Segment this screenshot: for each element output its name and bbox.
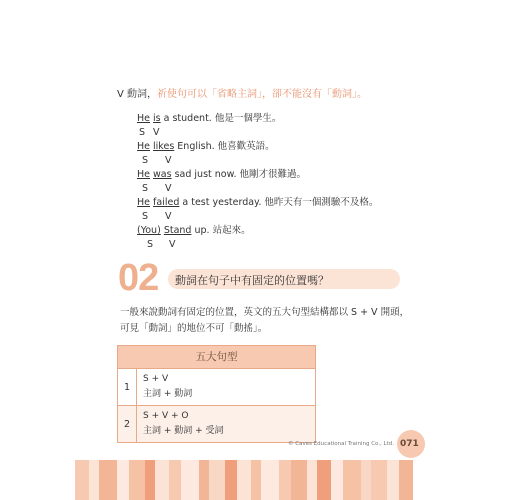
- body-paragraph: 一般來說動詞有固定的位置，英文的五大句型結構都以 S + V 開頭，可見「動詞」的地位不可「動搖」。: [120, 307, 410, 334]
- section-number: 02: [118, 257, 159, 299]
- example-sentence: He is a student. 他是一個學生。: [137, 113, 282, 124]
- examples-block: [137, 112, 378, 252]
- table-row: [118, 369, 315, 406]
- section-title: 動詞在句子中有固定的位置嗎？: [175, 274, 329, 287]
- example-sentence: (You) Stand up. 站起來。: [137, 225, 251, 236]
- table-header: 五大句型: [118, 346, 315, 369]
- intro-accent: 祈使句可以「省略主詞」，卻不能沒有「動詞」。: [157, 89, 368, 100]
- copyright-text: © Caves Educational Training Co., Ltd.: [288, 441, 395, 447]
- decorative-stripe: [75, 460, 445, 500]
- row-meaning: 主詞 + 動詞: [143, 389, 193, 399]
- page-number: 071: [400, 439, 419, 449]
- example-sentence: He failed a test yesterday. 他昨天有一個測驗不及格。: [137, 197, 379, 208]
- sv-marker-row: S V: [147, 239, 176, 250]
- row-formula: S + V + O: [143, 411, 189, 421]
- row-number: 2: [118, 406, 137, 442]
- sv-marker-row: S V: [142, 155, 172, 166]
- example-sentence: He likes English. 他喜歡英語。: [137, 141, 275, 152]
- sentence-patterns-table: [117, 345, 316, 443]
- row-formula: S + V: [143, 374, 169, 384]
- intro-prefix: V 動詞，: [117, 89, 158, 100]
- sv-marker-row: S V: [142, 183, 172, 194]
- example-sentence: He was sad just now. 他剛才很難過。: [137, 169, 307, 180]
- row-number: 1: [118, 369, 137, 405]
- sv-marker-row: S V: [142, 211, 172, 222]
- row-meaning: 主詞 + 動詞 + 受詞: [143, 426, 224, 436]
- intro-sentence: [117, 85, 367, 100]
- sv-marker-row: S V: [139, 127, 160, 138]
- table-row: [118, 406, 315, 442]
